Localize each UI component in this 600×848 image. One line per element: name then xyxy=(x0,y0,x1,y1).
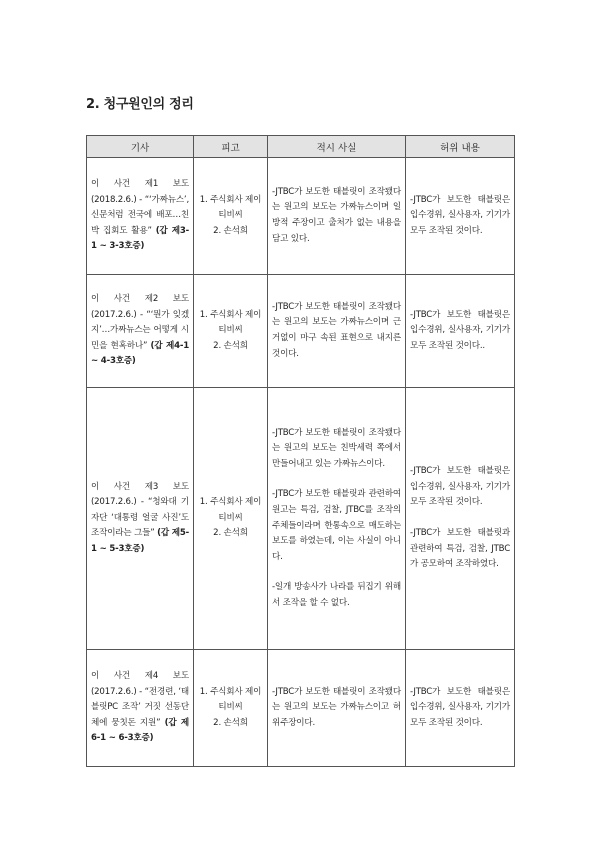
header-false-content: 허위 내용 xyxy=(406,136,515,158)
header-facts: 적시 사실 xyxy=(268,136,406,158)
false-content-paragraph: -JTBC가 보도한 태블릿은 입수경위, 실사용자, 기기가 모두 조작된 것이다. xyxy=(410,194,510,236)
header-article: 기사 xyxy=(87,136,194,158)
evidence-ref: (갑 제5-1 ~ 5-3호증) xyxy=(91,528,189,554)
article-text: 이 사건 제4 보도(2017.2.6.) - “전경련, ‘태블릿PC 조작’ 거짓 선동단체에 뭉칫돈 지원” xyxy=(91,671,189,728)
facts-cell xyxy=(268,388,406,650)
article-cell xyxy=(87,388,194,650)
false-content-paragraph: -JTBC가 보도한 태블릿은 입수경위, 실사용자, 기기가 모두 조작된 것이다. xyxy=(410,466,510,508)
evidence-ref: (갑 제4-1 ~ 4-3호증) xyxy=(91,340,189,367)
defendant-item: 1. 주식회사 제이티비씨 xyxy=(199,497,262,523)
fact-paragraph: -JTBC가 보도한 태블릿이 조작됐다는 원고의 보도는 가짜뉴스이며 일방적 주장이고 출처가 없는 내용을 담고 있다. xyxy=(272,186,401,244)
article-cell xyxy=(87,275,194,388)
false-content-cell xyxy=(406,388,515,650)
header-defendant: 피고 xyxy=(194,136,268,158)
false-content-paragraph: -JTBC가 보도한 태블릿은 입수경위, 실사용자, 기기가 모두 조작된 것이다.. xyxy=(410,309,510,351)
defendant-item: 2. 손석희 xyxy=(213,528,248,539)
defendant-item: 2. 손석희 xyxy=(213,225,248,236)
article-text: 이 사건 제1 보도(2018.2.6.) - “‘가짜뉴스’, 신문처럼 전국에 배포…친박 집회도 활용” xyxy=(91,179,189,236)
false-content-cell xyxy=(406,158,515,275)
evidence-ref: (갑 제6-1 ~ 6-3호증) xyxy=(91,717,189,744)
false-content-paragraph: -JTBC가 보도한 태블릿은 입수경위, 실사용자, 기기가 모두 조작된 것이다. xyxy=(410,686,510,728)
facts-cell xyxy=(268,275,406,388)
article-cell xyxy=(87,650,194,767)
article-text: 이 사건 제3 보도(2017.2.6.) - “청와대 기자단 ‘대통령 얼굴 사진’도 조작이라는 그들” xyxy=(91,481,189,539)
section-heading: 2. 청구원인의 정리 xyxy=(86,97,194,112)
table-row xyxy=(87,388,515,650)
facts-cell xyxy=(268,650,406,767)
fact-paragraph: -JTBC가 보도한 태블릿이 조작됐다는 원고의 보도는 가짜뉴스이고 허위주장이다. xyxy=(272,686,401,728)
defendant-item: 1. 주식회사 제이티비씨 xyxy=(199,309,262,336)
defendant-item: 2. 손석희 xyxy=(213,340,248,351)
defendant-cell xyxy=(194,158,268,275)
false-content-paragraph: -JTBC가 보도한 태블릿과 관련하여 특검, 검찰, JTBC가 공모하여 조작하였다. xyxy=(410,528,510,570)
facts-cell xyxy=(268,158,406,275)
table-row xyxy=(87,275,515,388)
table-row xyxy=(87,158,515,275)
false-content-cell xyxy=(406,650,515,767)
fact-paragraph: -JTBC가 보도한 태블릿과 관련하여 원고는 특검, 검찰, JTBC를 조작의 주체들이라며 한통속으로 매도하는 보도를 하였는데, 이는 사실이 아니다. xyxy=(272,489,401,562)
defendant-cell xyxy=(194,388,268,650)
fact-paragraph: -JTBC가 보도한 태블릿이 조작됐다는 원고의 보도는 친박세력 쪽에서 만들어내고 있는 가짜뉴스이다. xyxy=(272,427,401,469)
article-text: 이 사건 제2 보도(2017.2.6.) - “‘뭔가 잊겠지’…가짜뉴스는 어떻게 시민을 현혹하나” xyxy=(91,294,189,351)
table-header-row xyxy=(87,136,515,158)
defendant-item: 1. 주식회사 제이티비씨 xyxy=(199,194,262,221)
claims-table xyxy=(86,135,515,767)
defendant-item: 1. 주식회사 제이티비씨 xyxy=(199,686,262,713)
fact-paragraph: -JTBC가 보도한 태블릿이 조작됐다는 원고의 보도는 가짜뉴스이며 근거없이 마구 속된 표현으로 내지른 것이다. xyxy=(272,301,401,359)
defendant-cell xyxy=(194,650,268,767)
table-row xyxy=(87,650,515,767)
evidence-ref: (갑 제3-1 ~ 3-3호증) xyxy=(91,225,189,252)
defendant-cell xyxy=(194,275,268,388)
defendant-item: 2. 손석희 xyxy=(213,717,248,728)
fact-paragraph: -일개 방송사가 나라를 뒤집기 위해서 조작을 할 수 없다. xyxy=(272,582,401,608)
false-content-cell xyxy=(406,275,515,388)
article-cell xyxy=(87,158,194,275)
